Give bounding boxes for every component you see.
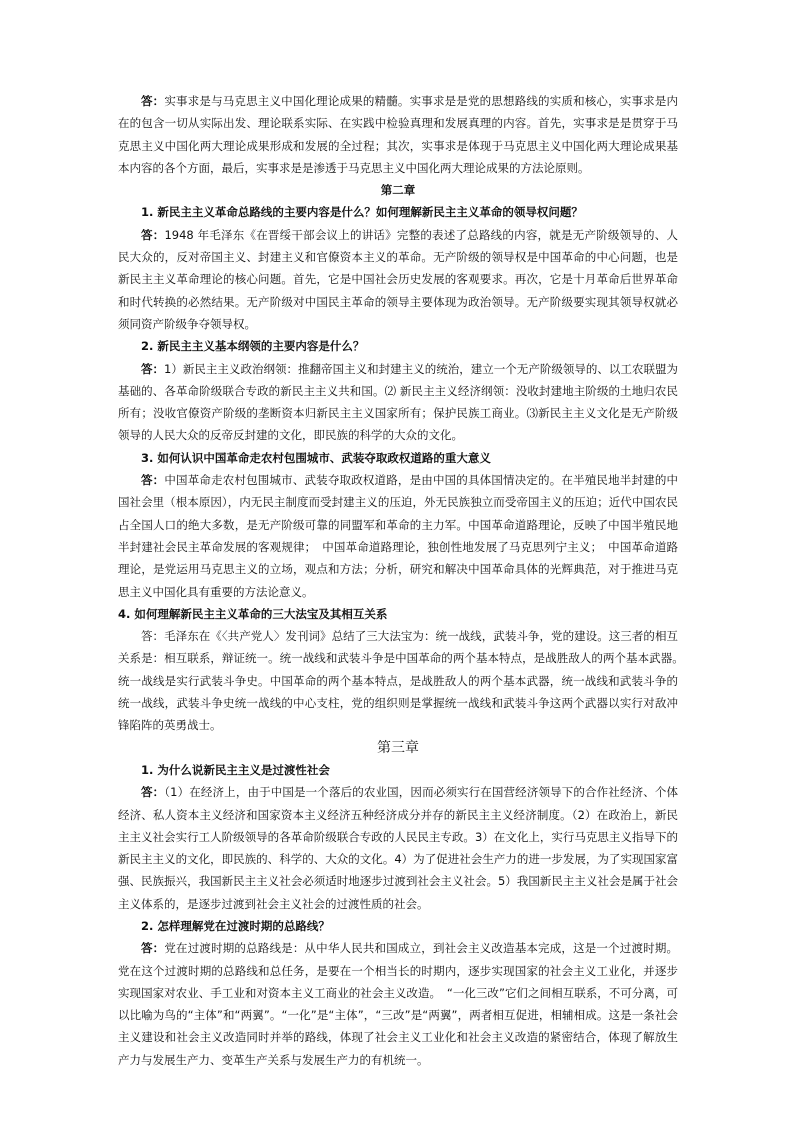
ch2-question-3: 3. 如何认识中国革命走农村包围城市、武装夺取政权道路的重大意义 bbox=[141, 450, 491, 465]
answer-text: 毛泽东在《〈共产党人〉发刊词》总结了三大法宝为：统一战线，武装斗争，党的建设。这三者的相互关系是：相互联系，辩证统一。统一战线和武装斗争是中国革命的两个基本特点，是战胜敌人的两个基本武器。 统一战线是实行武装斗争史。中国革命的两个基本特点，是战胜敌人的两个基本武器，统一战线和武装斗争的统一战线，武装斗争史统一战线的中心支柱，党的组织则是掌握统一战线和武装斗争这两个武器以实行对敌冲锋陷阵的英勇战士。 bbox=[118, 629, 690, 733]
chapter-3-title: 第三章 bbox=[377, 739, 419, 756]
answer-text: 1948 年毛泽东《在晋绥干部会议上的讲话》完整的表述了总路线的内容，就是无产阶级领导的、人民大众的，反对帝国主义、封建主义和官僚资本主义的革命。无产阶级的领导权是中国革命的中心问题，也是新民主主义革命理论的核心问题。首先，它是中国社会历史发展的客观要求。再次，它是十月革命后世界革命和时代转换的必然结果。无产阶级对中国民主革命的领导主要体现为政治领导。无产阶级要实现其领导权就必须同资产阶级争夺领导权。 bbox=[118, 227, 679, 331]
chapter-2-title: 第二章 bbox=[380, 183, 416, 198]
answer-label: 答： bbox=[141, 361, 165, 376]
ch3-question-1: 1. 为什么说新民主主义是过渡性社会 bbox=[141, 762, 330, 777]
answer-label: 答： bbox=[141, 941, 165, 956]
document-page bbox=[118, 90, 690, 1071]
ch2-answer-1 bbox=[118, 224, 678, 335]
answer-label: 答： bbox=[141, 629, 165, 644]
ch3-answer-1 bbox=[118, 781, 678, 915]
ch2-question-2: 2. 新民主主义基本纲领的主要内容是什么？ bbox=[141, 339, 365, 354]
answer-text: 实事求是与马克思主义中国化理论成果的精髓。实事求是是党的思想路线的实质和核心，实事求是内在的包含一切从实际出发、理论联系实际、在实践中检验真理和发展真理的内容。首先，实事求是是贯穿于马克思主义中国化两大理论成果形成和发展的全过程；其次，实事求是体现于马克思主义中国化两大理论成果基本内容的各个方面，最后，实事求是是渗透于马克思主义中国化两大理论成果的方法论原则。 bbox=[118, 94, 678, 175]
ch2-question-4: 4. 如何理解新民主主义革命的三大法宝及其相互关系 bbox=[118, 606, 388, 621]
answer-label: 答： bbox=[141, 94, 165, 108]
ch3-answer-2 bbox=[118, 937, 678, 1071]
answer-text: 1）新民主主义政治纲领：推翻帝国主义和封建主义的统治，建立一个无产阶级领导的、以工农联盟为基础的、各革命阶级联合专政的新民主主义共和国。⑵ 新民主主义经济纲领：没收封建地主阶级的土地归农民所有；没收官僚资产阶级的垄断资本归新民主主义国家所有；保护民族工商业。⑶新民主主义文化是无产阶级领导的人民大众的反帝反封建的文化，即民族的科学的大众的文化。 bbox=[118, 361, 679, 443]
answer-text: 中国革命走农村包围城市、武装夺取政权道路，是由中国的具体国情决定的。在半殖民地半封建的中国社会里（根本原因），内无民主制度而受封建主义的压迫，外无民族独立而受帝国主义的压迫；近代中国农民占全国人口的绝大多数，是无产阶级可靠的同盟军和革命的主力军。中国革命道路理论，反映了中国半殖民地半封建社会民主革命发展的客观规律； 中国革命道路理论，独创性地发展了马克思列宁主义； 中国革命道路理论，是党运用马克思主义的立场，观点和方法；分析，研究和解决中国革命具体的光辉典范，对于推进马克思主义中国化具有重要的方法论意义。 bbox=[118, 473, 678, 599]
ch2-question-1: 1. 新民主主义革命总路线的主要内容是什么？如何理解新民主主义革命的领导权问题？ bbox=[141, 205, 583, 220]
answer-text: 党在过渡时期的总路线是：从中华人民共和国成立，到社会主义改造基本完成，这是一个过渡时期。党在这个过渡时期的总路线和总任务，是要在一个相当长的时期内，逐步实现国家的社会主义工业化，并逐步实现国家对农业、手工业和对资本主义工商业的社会主义改造。 “一化三改”它们之间相互联系，不可分离，可以比喻为鸟的“主体”和“两翼”。“一化”是“主体”，“三改”是“两翼”，两者相互促进，相辅相成。这是一条社会主义建设和社会主义改造同时并举的路线，体现了社会主义工业化和社会主义改造的紧密结合，体现了解放生产力与发展生产力、变革生产关系与发展生产力的有机统一。 bbox=[118, 941, 678, 1067]
answer-label: 答： bbox=[141, 473, 165, 488]
ch2-answer-3 bbox=[118, 469, 678, 603]
intro-paragraph bbox=[118, 90, 678, 179]
answer-label: 答： bbox=[141, 785, 165, 800]
ch2-answer-2 bbox=[118, 358, 678, 447]
ch3-question-2: 2. 怎样理解党在过渡时期的总路线？ bbox=[141, 918, 330, 933]
answer-label: 答： bbox=[141, 227, 165, 242]
ch2-answer-4 bbox=[118, 625, 690, 736]
answer-text: （1）在经济上，由于中国是一个落后的农业国，因而必须实行在国营经济领导下的合作社经济、个体经济、私人资本主义经济和国家资本主义经济五种经济成分并存的新民主主义经济制度。（2）在政治上，新民主主义社会实行工人阶级领导的各革命阶级联合专政的人民民主专政。3）在文化上，实行马克思主义指导下的新民主主义的文化，即民族的、科学的、大众的文化。4）为了促进社会生产力的进一步发展，为了实现国家富强、民族振兴，我国新民主主义社会必须适时地逐步过渡到社会主义社会。5）我国新民主主义社会是属于社会主义体系的，是逐步过渡到社会主义社会的过渡性质的社会。 bbox=[118, 785, 679, 911]
